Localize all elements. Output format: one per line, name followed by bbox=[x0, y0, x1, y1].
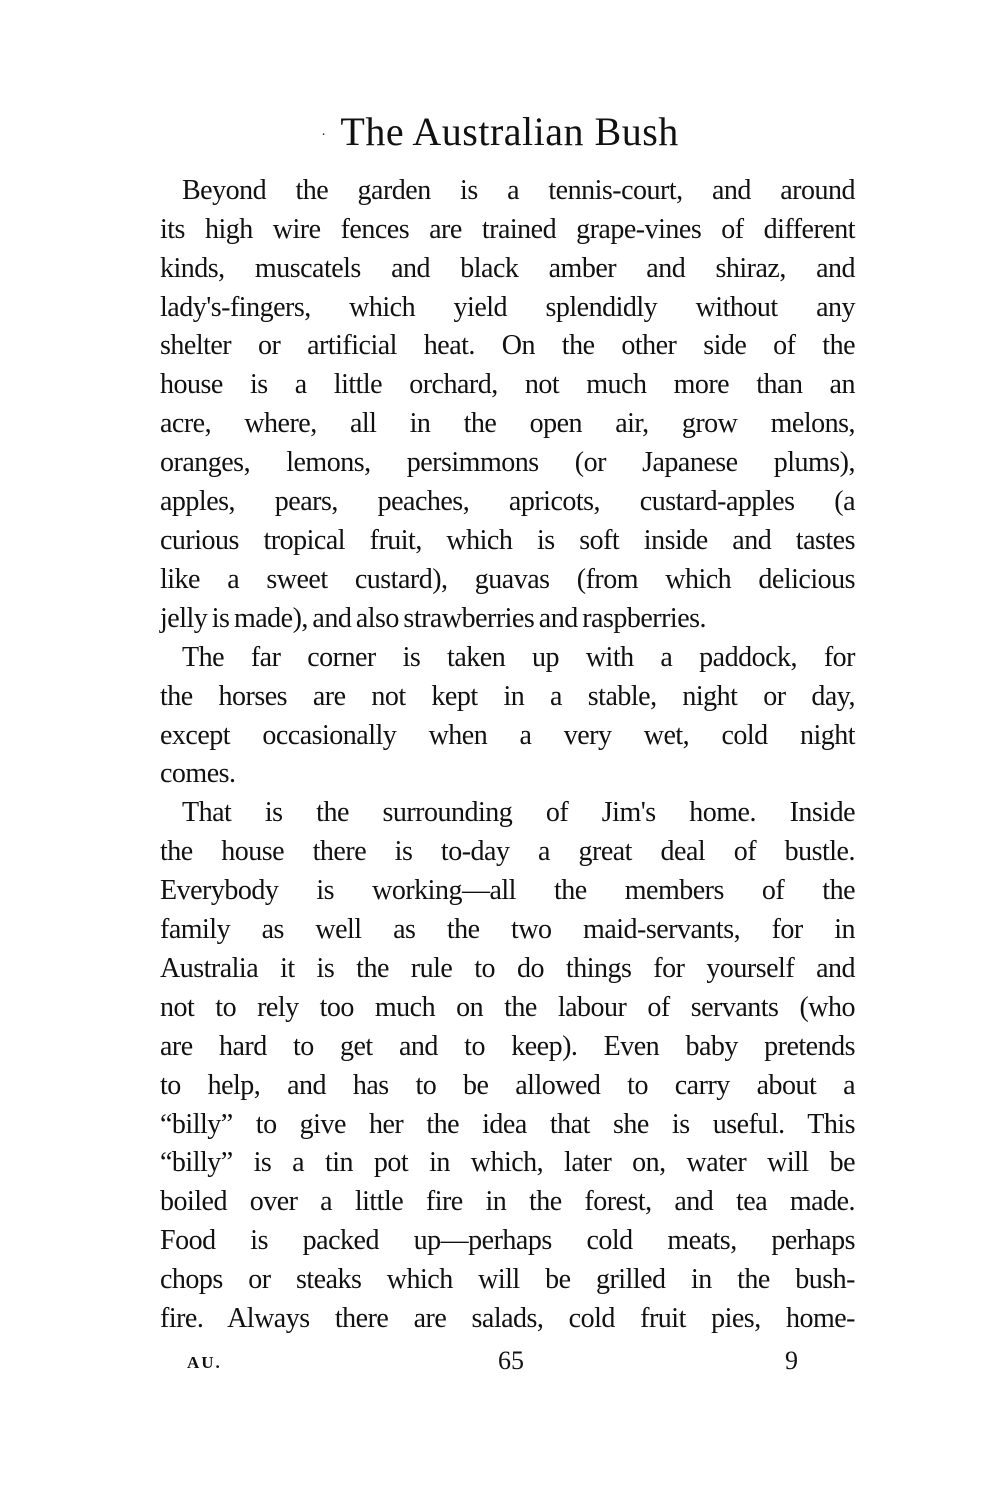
text-line: Beyond the garden is a tennis-court, and around bbox=[182, 174, 855, 206]
text-line: its high wire fences are trained grape-vines of different bbox=[160, 213, 855, 245]
stray-mark: · bbox=[321, 127, 327, 143]
page-number: 65 bbox=[498, 1346, 524, 1375]
text-line: to help, and has to be allowed to carry about a bbox=[160, 1069, 855, 1101]
text-line: curious tropical fruit, which is soft inside and tastes bbox=[160, 524, 855, 556]
text-line: fire. Always there are salads, cold fruit pies, home- bbox=[160, 1303, 855, 1335]
gathering-number: 9 bbox=[785, 1346, 798, 1375]
text-line: kinds, muscatels and black amber and shiraz, and bbox=[160, 252, 855, 284]
text-line: except occasionally when a very wet, cold night bbox=[160, 719, 855, 751]
text-line: chops or steaks which will be grilled in the bush- bbox=[160, 1264, 855, 1296]
text-line: the horses are not kept in a stable, night or day, bbox=[160, 680, 855, 712]
text-line: the house there is to-day a great deal of bustle. bbox=[160, 836, 855, 868]
text-line: not to rely too much on the labour of servants (who bbox=[160, 991, 855, 1023]
text-line: “billy” to give her the idea that she is useful. This bbox=[160, 1108, 855, 1140]
text-line: Australia it is the rule to do things for yourself and bbox=[160, 952, 855, 984]
running-title bbox=[0, 106, 1000, 162]
text-line: oranges, lemons, persimmons (or Japanese plums), bbox=[160, 447, 855, 479]
text-line: house is a little orchard, not much more than an bbox=[160, 369, 855, 401]
text-line: lady's-fingers, which yield splendidly without any bbox=[160, 291, 855, 323]
signature-mark: AU. bbox=[187, 1353, 222, 1372]
text-line: The far corner is taken up with a paddock, for bbox=[182, 641, 855, 673]
page-body-text bbox=[160, 172, 855, 1339]
text-line: apples, pears, peaches, apricots, custard-apples (a bbox=[160, 486, 855, 518]
text-line: comes. bbox=[160, 758, 236, 790]
text-line: acre, where, all in the open air, grow melons, bbox=[160, 408, 855, 440]
text-line: “billy” is a tin pot in which, later on, water will be bbox=[160, 1147, 855, 1179]
text-line: like a sweet custard), guavas (from which delicious bbox=[160, 563, 855, 595]
text-line: jelly is made), and also strawberries and raspberries. bbox=[160, 602, 707, 634]
text-line: Food is packed up—perhaps cold meats, perhaps bbox=[160, 1225, 855, 1257]
text-line: family as well as the two maid-servants, for in bbox=[160, 914, 855, 946]
page-footer bbox=[0, 1341, 1000, 1381]
text-line: boiled over a little fire in the forest, and tea made. bbox=[160, 1186, 855, 1218]
text-line: are hard to get and to keep). Even baby pretends bbox=[160, 1030, 855, 1062]
text-line: Everybody is working—all the members of the bbox=[160, 875, 855, 907]
running-title-text: The Australian Bush bbox=[340, 109, 679, 154]
text-line: shelter or artificial heat. On the other side of the bbox=[160, 330, 855, 362]
text-line: That is the surrounding of Jim's home. Inside bbox=[182, 797, 855, 829]
